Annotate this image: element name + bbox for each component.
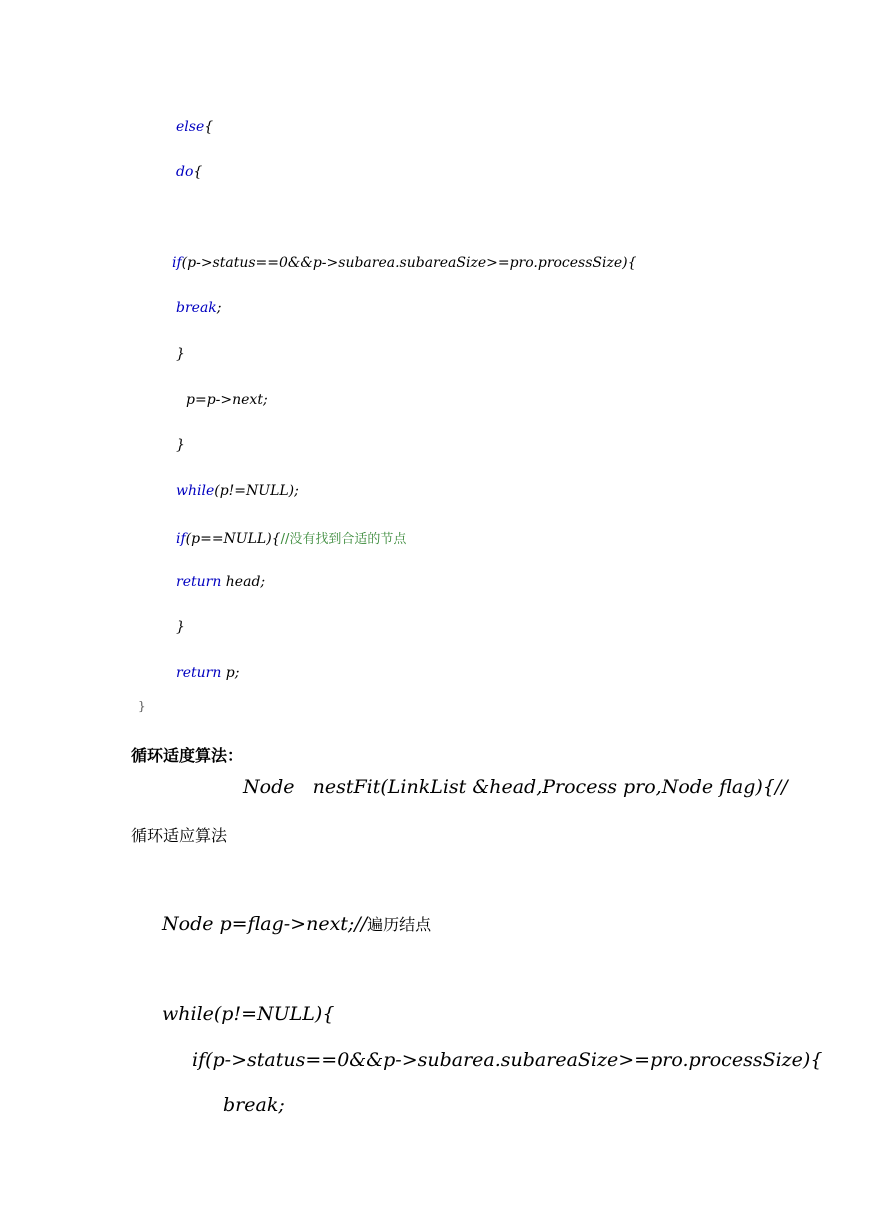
code-line: while(p!=NULL){	[162, 1003, 335, 1025]
code-text: Node p=flag->next;//	[162, 913, 368, 935]
code-line: }	[176, 619, 185, 635]
code-text: (p==NULL){	[185, 531, 281, 547]
code-line: }	[176, 437, 185, 453]
section-heading: 循环适度算法：	[131, 746, 244, 765]
code-line	[176, 300, 222, 316]
code-text: p;	[221, 665, 240, 681]
function-closing-brace: }	[138, 699, 146, 713]
code-line	[176, 665, 239, 681]
code-line	[176, 483, 299, 499]
code-keyword: if	[172, 255, 182, 271]
code-keyword: while	[176, 483, 215, 499]
code-keyword: if	[176, 531, 186, 547]
code-line	[176, 528, 406, 547]
code-text: {	[193, 164, 203, 180]
code-line	[176, 164, 202, 180]
code-text: head;	[221, 574, 266, 590]
signature-comment-continuation: 循环适应算法	[131, 826, 228, 845]
code-line	[176, 119, 213, 135]
code-keyword: break	[176, 300, 217, 316]
code-line: }	[176, 346, 185, 362]
code-line: p=p->next;	[186, 392, 268, 408]
code-keyword: else	[176, 119, 205, 135]
code-text: (p->status==0&&p->subarea.subareaSize>=pro.processSize){	[181, 255, 637, 271]
code-line: break;	[223, 1094, 285, 1116]
code-text: (p!=NULL);	[214, 483, 299, 499]
code-keyword: return	[176, 574, 222, 590]
code-line	[172, 255, 637, 271]
code-comment: //没有找到合适的节点	[280, 532, 407, 547]
code-line	[176, 574, 265, 590]
function-signature: Node nestFit(LinkList &head,Process pro,Node flag){//	[243, 776, 788, 798]
code-text: ;	[216, 300, 222, 316]
code-line	[162, 912, 431, 935]
code-keyword: return	[176, 665, 222, 681]
code-comment: 遍历结点	[367, 915, 432, 934]
code-text: {	[204, 119, 214, 135]
code-line: if(p->status==0&&p->subarea.subareaSize>=pro.processSize){	[192, 1049, 823, 1071]
code-keyword: do	[176, 164, 194, 180]
